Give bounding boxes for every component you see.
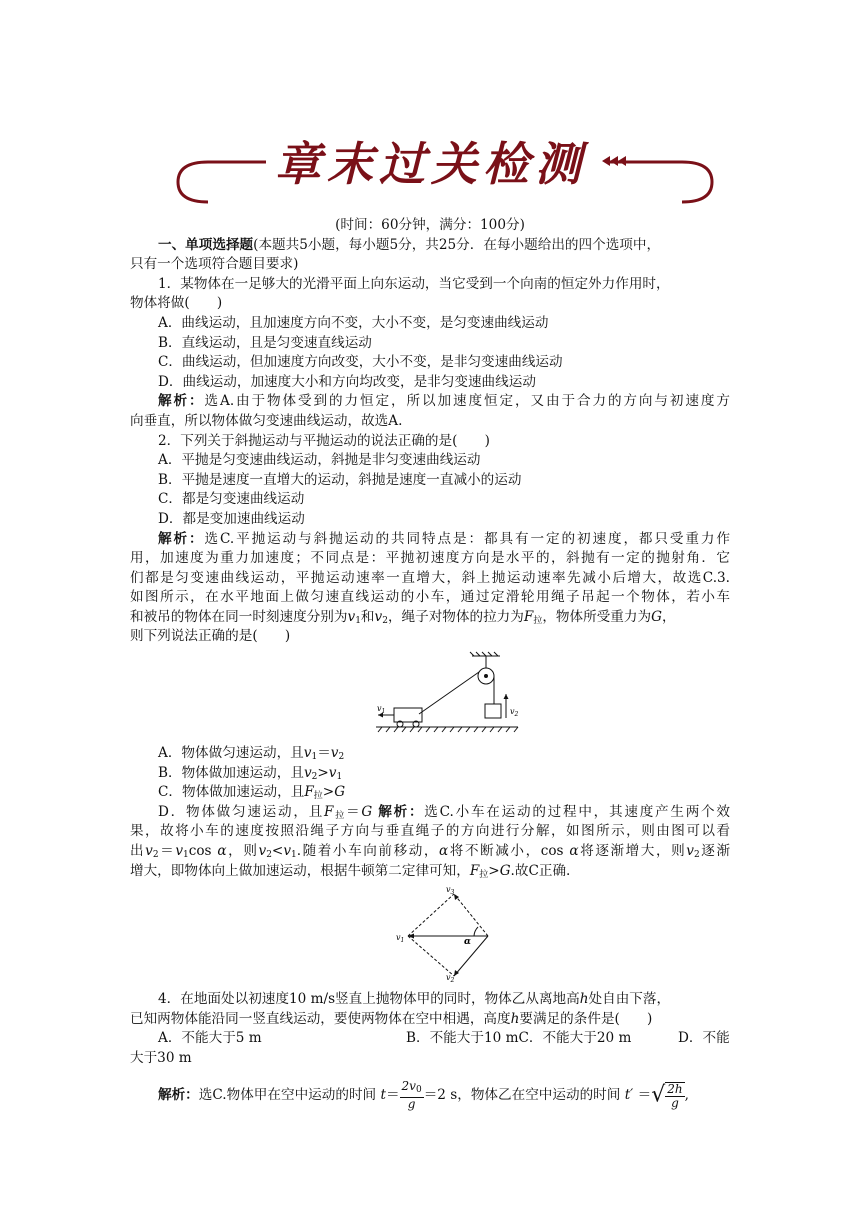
section-heading [130,236,730,256]
q3-option-d [130,803,730,823]
sym: 2 [382,615,388,626]
sym: h [579,991,589,1007]
sym: v [145,842,153,859]
sym: > [488,862,500,879]
answer-text: 选A.由于物体受到的力恒定，所以加速度恒定，又由于合力的方向与初速度方 [204,393,731,410]
text-fragment: B．物体做加速运动，且 [158,764,304,781]
text-fragment: 出 [130,842,146,859]
title-banner [178,130,712,210]
fig2-v1-label: $v_1$ [396,933,405,944]
sym: v [347,608,356,625]
sym: 1 [291,849,297,860]
q2-option-d: D．都是变加速曲线运动 [158,510,305,527]
q2-answer-2: 用，加速度为重力加速度；不同点是：平抛初速度方向是水平的，斜抛有一定的抛射角．它 [130,550,730,567]
sym: 1 [355,615,361,626]
content-block-2 [130,744,730,881]
sym: h [510,1010,520,1027]
sym: v [303,764,312,781]
fig2-v3-label: $v_3$ [446,885,455,896]
page-title: 章末过关检测 [266,134,596,194]
fig1-v1-label: $v_1$ [377,704,386,715]
sym: 拉 [533,615,543,626]
q1-stem-2: 物体将做( ) [130,295,223,312]
sym: ＝ [637,1087,652,1104]
q4-options [130,1029,730,1049]
text-fragment: ， [661,608,676,625]
sym: v [258,842,267,859]
text-fragment: 故C正确. [514,862,571,879]
text-fragment: 已知两物体能沿同一竖直线运动，要使两物体在空中相遇，高度 [130,1010,511,1027]
sym: 2v [401,1079,416,1094]
section-desc: (本题共5小题，每小题5分，共25分．在每小题给出的四个选项中， [253,236,661,253]
sym: 2h [667,1081,683,1096]
q1-option-b: B．直线运动，且是匀变速直线运动 [158,334,372,351]
section-desc-2: 只有一个选项符合题目要求) [130,256,299,273]
q3-answer-4: 增大，即物体向上做加速运动，根据牛顿第二定律可知，$F_拉>G$.故C正确. [130,862,571,880]
text-fragment: 逐渐 [699,842,731,859]
sym: t [380,1087,386,1104]
sqrt-icon: √ [651,1082,666,1108]
sym: v [330,745,339,761]
text-fragment: D．物体做匀速运动，且 [158,803,325,820]
text-fragment: ，则 [226,842,259,859]
sym: G [334,784,346,801]
q1-option-a: A．曲线运动，且加速度方向不变，大小不变，是匀变速曲线运动 [158,314,549,331]
q3-stem-6: 则下列说法正确的是( ) [130,628,291,645]
text-fragment: .随着小车向前移动， [296,842,440,859]
answer-text: ＝2 s，物体乙在空中运动的时间 [423,1087,621,1104]
text-fragment: ，绳子对物体的拉力为 [387,608,524,625]
q2-option-b: B．平抛是速度一直增大的运动，斜抛是速度一直减小的运动 [158,471,522,488]
q4-option-d: D．不能 [678,1030,730,1047]
sym: v [686,842,694,859]
sym: 2 [266,849,272,860]
arrow-up-icon [504,694,509,699]
answer-label: 解析： [158,1087,199,1104]
text-fragment: A．物体做匀速运动，且 [158,745,304,761]
sym: v [374,608,383,625]
q4-stem [130,990,730,1010]
sym: > [317,764,329,781]
q3-answer-3 [130,842,730,862]
sym: α [569,842,579,859]
sym: < [271,842,284,859]
sym: g [407,1097,416,1112]
answer-text: 选C.物体甲在空中运动的时间 [198,1087,377,1104]
sym: v [175,842,184,859]
text-fragment: 将逐渐增大，则 [578,842,687,859]
sym: G [361,803,373,820]
text-fragment: cos [188,842,212,859]
content-block-1 [130,216,730,647]
sym: ＝ [158,842,176,859]
sym: F [523,608,534,625]
q2-option-c: C．都是匀变速曲线运动 [158,491,305,508]
text-fragment: ，物体所受重力为 [542,608,652,625]
figure-pulley-cart [372,652,532,738]
q3-option-a [130,744,730,764]
q2-option-a: A．平抛是匀变速曲线运动，斜抛是非匀变速曲线运动 [158,452,481,469]
sym: 2 [693,849,700,860]
q4-answer: 解析：选C.物体甲在空中运动的时间 t＝ $\frac{2v_0}{g}$ ＝2 s，物体乙在空中运动的时间 t′ ＝√ $\frac{2h}{g}$ , [158,1079,689,1112]
fig1-v2-label: $v_2$ [510,707,519,718]
fig2-alpha-label: α [464,937,471,947]
text-fragment: 处自由下落， [588,991,671,1007]
sym: α [439,842,449,859]
sym: ＝ [317,745,331,761]
q1-answer [130,392,730,412]
answer-label: 解析： [158,393,205,410]
arrow-left-icon [408,934,414,939]
q1-stem: 1．某物体在一足够大的光滑平面上向东运动，当它受到一个向南的恒定外力作用时， [158,275,670,292]
sym: 1 [336,771,343,782]
sym: ＝ [385,1087,400,1104]
q2-answer-3: 们都是匀变速曲线运动，平抛运动速率一直增大，斜上抛运动速率先减小后增大，故选C.3. [130,569,730,586]
content-block-3 [130,990,730,1110]
fraction [400,1080,424,1111]
chevrons-icon [602,156,626,166]
sym: 拉 [333,810,346,821]
fig2-v2-label: $v_2$ [446,973,455,984]
sym: 2 [152,849,159,860]
sym: F [469,862,480,879]
q3-stem-5 [130,608,730,628]
sym: v [283,842,291,859]
sym: 1 [183,849,189,860]
figure-velocity-decomposition [394,880,494,984]
text-fragment: 将不断减小，cos [448,842,564,859]
q3-option-b [130,764,730,784]
sym: > [322,784,335,801]
q3-answer-2: 果，故将小车的速度按照沿绳子方向与垂直绳子的方向进行分解，如图所示，则由图可以看 [130,823,730,840]
answer-label: 解析： [158,530,205,547]
sym: 0 [415,1085,422,1096]
text-fragment: 4．在地面处以初速度10 m/s竖直上抛物体甲的同时，物体乙从离地高 [158,991,580,1007]
q4-option-a: A．不能大于5 m [158,1030,262,1047]
answer-text: 选C.平抛运动与斜抛运动的共同特点是：都具有一定的初速度，都只受重力作 [204,530,730,547]
sym: 2 [338,752,345,762]
text-fragment: 增大，即物体向上做加速运动，根据牛顿第二定律可知， [130,862,470,879]
sym: 2 [311,771,318,782]
answer-label: 解析： [378,803,425,820]
sym: v [303,745,312,761]
sym: ＝ [345,803,362,820]
q1-option-d: D．曲线运动，加速度大小和方向均改变，是非匀变速曲线运动 [158,373,536,390]
text-fragment: 要满足的条件是( ) [519,1010,653,1027]
text-fragment: 和 [360,608,375,625]
answer-text: 选C.小车在运动的过程中，其速度产生两个效 [424,803,730,820]
q2-answer-4: 如图所示，在水平地面上做匀速直线运动的小车，通过定滑轮用绳子吊起一个物体，若小车 [130,589,730,606]
sym: G [651,608,662,625]
q4-option-d-2: 大于30 m [130,1049,192,1066]
q2-answer [130,530,730,550]
sym: v [328,764,337,781]
q1-option-c: C．曲线运动，但加速度方向改变，大小不变，是非匀变速曲线运动 [158,354,563,371]
exam-meta: (时间：60分钟，满分：100分) [335,217,525,233]
sym: t′ [624,1087,634,1104]
fraction [665,1082,684,1110]
q4-option-b: B．不能大于10 mC．不能大于20 m [406,1030,632,1047]
text-fragment: 和被吊的物体在同一时刻速度分别为 [130,608,348,625]
q4-stem-2 [130,1010,730,1030]
sym: 拉 [313,791,323,802]
text-fragment: C．物体做加速运动，且 [158,784,305,801]
sym: F [304,784,314,801]
q2-stem: 2．下列关于斜抛运动与平抛运动的说法正确的是( ) [158,432,490,449]
sym: 拉 [479,869,489,880]
sym: α [217,842,227,859]
sym: g [671,1095,679,1110]
section-title: 一、单项选择题 [158,236,254,253]
sym: 1 [311,752,318,762]
sym: G [499,862,511,879]
q1-answer-2: 向垂直，所以物体做匀变速曲线运动，故选A. [130,412,403,429]
q3-option-c [130,783,730,803]
sym: F [324,803,334,820]
